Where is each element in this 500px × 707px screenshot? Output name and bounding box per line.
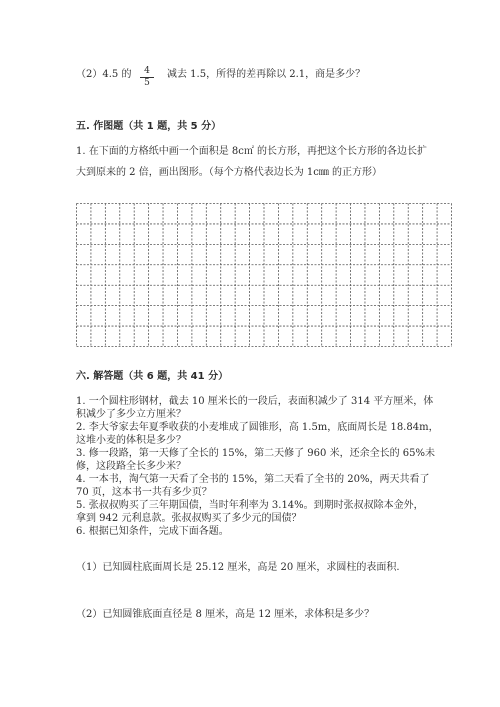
section-6-line: 70 页，这本书一共有多少页？	[76, 487, 212, 498]
fraction-denominator: 5	[144, 78, 150, 88]
section-5-question-line-1: 1. 在下面的方格纸中画一个面积是 8c㎡ 的长方形，再把这个长方形的各边长扩	[76, 146, 428, 157]
section-6-line: 6. 根据已知条件，完成下面各题。	[76, 526, 229, 537]
fraction-four-fifths	[140, 66, 154, 89]
section-6-line: 4. 一本书，淘气第一天看了全书的 15%，第二天看了全书的 20%，两天共看了	[76, 474, 430, 485]
graph-paper-grid[interactable]	[76, 203, 452, 347]
section-6-line: 5. 张叔叔购买了三年期国债，当时年利率为 3.14%。到期时张叔叔除本金外，	[76, 500, 424, 511]
section-6-line: 拿到 942 元利息款。张叔叔购买了多少元的国债？	[76, 513, 302, 524]
fraction-numerator: 4	[140, 66, 154, 78]
sub-question-1: （1）已知圆柱底面周长是 25.12 厘米，高是 20 厘米，求圆柱的表面积.	[76, 562, 400, 573]
section-5-heading: 五. 作图题（共 1 题，共 5 分）	[76, 121, 222, 132]
question-2-suffix: 减去 1.5，所得的差再除以 2.1，商是多少？	[167, 69, 366, 80]
section-5-question-line-2: 大到原来的 2 倍，画出图形。（每个方格代表边长为 1c㎜ 的正方形）	[76, 167, 383, 178]
section-6-line: 2. 李大爷家去年夏季收获的小麦堆成了圆锥形，高 1.5m，底面周长是 18.84m，	[76, 422, 439, 433]
section-6-line: 3. 修一段路，第一天修了全长的 15%，第二天修了 960 米，还余全长的 65%未	[76, 448, 435, 459]
section-6-line: 修，这段路全长多少米？	[76, 461, 186, 472]
section-6-line: 这堆小麦的体积是多少？	[76, 435, 186, 446]
section-6-line: 1. 一个圆柱形钢材，截去 10 厘米长的一段后，表面积减少了 314 平方厘米，体	[76, 396, 434, 407]
question-2-prefix: （2）4.5 的	[76, 69, 132, 80]
section-6-heading: 六. 解答题（共 6 题，共 41 分）	[76, 371, 229, 382]
section-6-line: 积减少了多少立方厘米？	[76, 409, 186, 420]
sub-question-2: （2）已知圆锥底面直径是 8 厘米，高是 12 厘米，求体积是多少？	[76, 609, 375, 620]
